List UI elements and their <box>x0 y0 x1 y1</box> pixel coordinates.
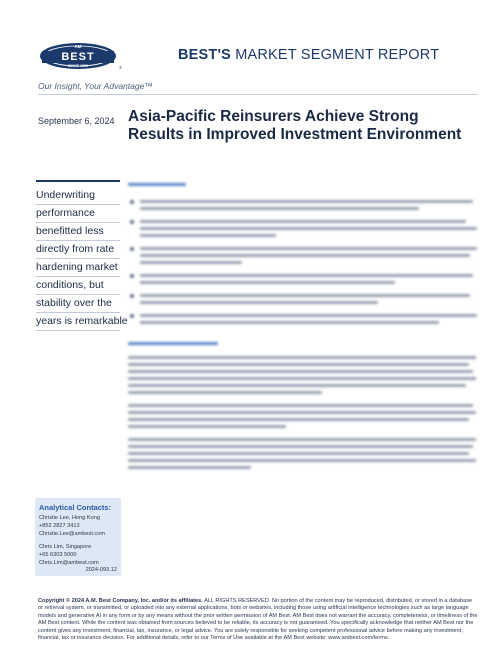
bullet-item <box>128 271 480 288</box>
copyright-footer <box>38 598 478 642</box>
logo-best-text: BEST <box>61 51 95 63</box>
publication-date: September 6, 2024 <box>38 116 115 126</box>
contact-name: Chris Lim, Singapore <box>39 544 92 550</box>
blurred-body-text <box>128 180 480 479</box>
paragraph <box>128 438 480 469</box>
bullet-item <box>128 197 480 214</box>
pull-quote-line: benefitted less <box>36 223 120 241</box>
contact-phone: +852 2827 3413 <box>39 523 80 529</box>
contact-name: Christie Lee, Hong Kong <box>39 515 100 521</box>
pull-quote-line: hardening market <box>36 259 120 277</box>
header-divider <box>38 94 478 95</box>
svg-text:®: ® <box>119 65 122 70</box>
bullet-item <box>128 311 480 328</box>
contact-phone: +65 6303 5000 <box>39 552 77 558</box>
pull-quote-line: stability over the <box>36 295 120 313</box>
tagline: Our Insight, Your Advantage™ <box>38 81 153 91</box>
paragraph <box>128 356 480 394</box>
pull-quote-line: Underwriting <box>36 187 120 205</box>
logo-since-text: SINCE 1899 <box>68 64 88 68</box>
pull-quote-line: performance <box>36 205 120 223</box>
bullet-item <box>128 291 480 308</box>
pull-quote-line: years is remarkable <box>36 313 120 331</box>
pull-quote-line: conditions, but <box>36 277 120 295</box>
document-code: 2024-093.12 <box>85 567 117 573</box>
am-best-logo <box>38 40 124 72</box>
contacts-heading: Analytical Contacts: <box>39 503 112 512</box>
contact-email-link[interactable]: Christie.Lee@ambest.com <box>39 531 105 537</box>
copyright-line: Copyright © 2024 A.M. Best Company, Inc. and/or its affiliates. <box>38 598 203 604</box>
pull-quote <box>36 180 128 331</box>
disclaimer-text: ALL RIGHTS RESERVED. No portion of the content may be reproduced, distributed, or stored in a database or retrieval system, or transmitted, or uploaded into any external applications, bots or websites, including those using artificial intelligence technologies such as large language models and generative AI in any form or by any means without the prior written permission of AM Best. AM Best does not warrant the accuracy, completeness, or timeliness of the AM Best content. While the content was obtained from sources believed to be reliable, its accuracy is not guaranteed. You specifically acknowledge that neither AM Best nor the content gives any investment, financial, tax, insurance, or legal advice. You are solely responsible for seeking competent professional advice before making any investment, financial, tax or insurance decision. For additional details, refer to our Terms of Use available at the AM Best website: www.ambest.com/terms. <box>38 598 478 642</box>
section-heading-placeholder <box>128 183 480 192</box>
bullet-item <box>128 217 480 241</box>
paragraph <box>128 404 480 428</box>
pull-quote-line: directly from rate <box>36 241 120 259</box>
section-heading-placeholder <box>128 342 480 351</box>
bullet-item <box>128 244 480 268</box>
analytical-contacts-box <box>35 498 121 576</box>
contact-email-link[interactable]: Chris.Lim@ambest.com <box>39 560 99 566</box>
report-series-title: BEST'S MARKET SEGMENT REPORT <box>178 47 440 63</box>
logo-am-text: AM <box>74 44 82 49</box>
report-headline: Asia-Pacific Reinsurers Achieve Strong Results in Improved Investment Environment <box>128 108 462 143</box>
